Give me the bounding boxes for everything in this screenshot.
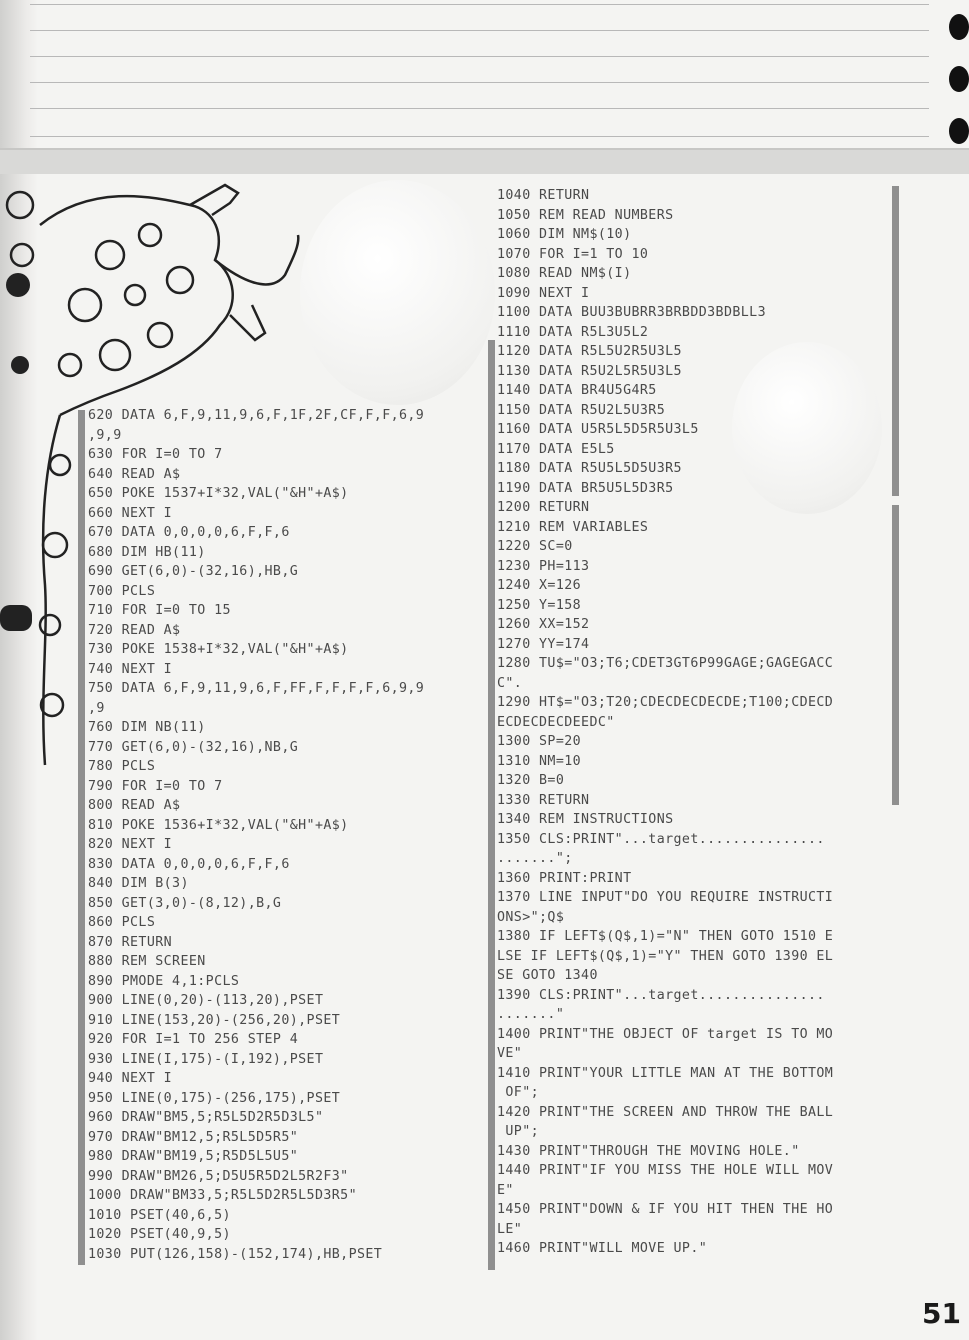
music-staff-header [0, 0, 969, 150]
code-line: 1150 DATA R5U2L5U3R5 [497, 402, 666, 418]
code-line: 770 GET(6,0)-(32,16),NB,G [88, 739, 299, 755]
code-line: 1000 DRAW"BM33,5;R5L5D2R5L5D3R5" [88, 1188, 357, 1203]
page-number: 51 [922, 1297, 961, 1330]
margin-bar-left [78, 410, 85, 1265]
binder-hole-icon [949, 118, 969, 144]
code-line: 840 DIM B(3) [88, 876, 189, 891]
code-line: 1280 TU$="O3;T6;CDET3GT6P99GAGE;GAGEGACC [497, 656, 834, 671]
code-line: 620 DATA 6,F,9,11,9,6,F,1F,2F,CF,F,F,6,9 [88, 408, 425, 423]
code-line: 1260 XX=152 [497, 617, 590, 632]
code-line: 910 LINE(153,20)-(256,20),PSET [88, 1012, 341, 1028]
code-line: 990 DRAW"BM26,5;D5U5R5D2L5R2F3" [88, 1168, 349, 1184]
code-line: 670 DATA 0,0,0,0,6,F,F,6 [88, 525, 290, 540]
code-line: 980 DRAW"BM19,5;R5D5L5U5" [88, 1149, 299, 1164]
code-line: 1410 PRINT"YOUR LITTLE MAN AT THE BOTTOM [497, 1065, 834, 1081]
code-line: 660 NEXT I [88, 505, 173, 521]
code-line: 790 FOR I=0 TO 7 [88, 778, 223, 794]
code-line: 820 NEXT I [88, 837, 173, 852]
code-line: 1010 PSET(40,6,5) [88, 1207, 231, 1223]
code-line: 640 READ A$ [88, 466, 181, 482]
code-line: OF"; [497, 1085, 540, 1100]
code-line: 680 DIM HB(11) [88, 544, 206, 560]
code-line: SE GOTO 1340 [497, 968, 598, 983]
code-line: ECDECDECDEEDC" [497, 714, 615, 730]
code-line: 630 FOR I=0 TO 7 [88, 447, 223, 462]
margin-bar-outer-top [892, 186, 899, 496]
code-line: 760 DIM NB(11) [88, 720, 206, 735]
code-line: 1130 DATA R5U2L5R5U3L5 [497, 363, 682, 379]
binder-hole-icon [949, 14, 969, 40]
code-line: 1030 PUT(126,158)-(152,174),HB,PSET [88, 1246, 383, 1262]
code-line: 1380 IF LEFT$(Q$,1)="N" THEN GOTO 1510 E [497, 929, 834, 944]
code-line: ONS>";Q$ [497, 909, 565, 925]
code-line: 1350 CLS:PRINT"...target............... [497, 831, 825, 847]
code-line: 900 LINE(0,20)-(113,20),PSET [88, 993, 324, 1008]
code-line: 860 PCLS [88, 915, 156, 930]
code-listing-right [497, 186, 889, 1259]
code-line: 1460 PRINT"WILL MOVE UP." [497, 1241, 708, 1256]
code-line: 1040 RETURN [497, 188, 590, 203]
code-line: 1100 DATA BUU3BUBRR3BRBDD3BDBLL3 [497, 305, 766, 320]
code-line: 1310 NM=10 [497, 753, 582, 769]
code-line: 740 NEXT I [88, 661, 173, 677]
code-line: 1360 PRINT:PRINT [497, 870, 632, 886]
code-line: 940 NEXT I [88, 1071, 173, 1086]
code-line: 1340 REM INSTRUCTIONS [497, 812, 674, 827]
code-line: 1050 REM READ NUMBERS [497, 207, 674, 223]
code-line: 1290 HT$="O3;T20;CDECDECDECDE;T100;CDECD [497, 695, 834, 710]
code-line: C". [497, 675, 523, 691]
code-line: 870 RETURN [88, 934, 173, 950]
code-line: 1180 DATA R5U5L5D5U3R5 [497, 461, 682, 476]
code-line: 700 PCLS [88, 583, 156, 599]
code-line: 880 REM SCREEN [88, 954, 206, 969]
code-line: 1330 RETURN [497, 792, 590, 808]
code-line: 890 PMODE 4,1:PCLS [88, 973, 240, 989]
code-line: 1450 PRINT"DOWN & IF YOU HIT THEN THE HO [497, 1202, 834, 1217]
code-listing-left [88, 406, 480, 1264]
code-line: 1210 REM VARIABLES [497, 519, 649, 535]
code-line: 960 DRAW"BM5,5;R5L5D2R5D3L5" [88, 1110, 324, 1125]
code-line: 1160 DATA U5R5L5D5R5U3L5 [497, 422, 699, 437]
code-line: 1440 PRINT"IF YOU MISS THE HOLE WILL MOV [497, 1163, 834, 1178]
code-line: 650 POKE 1537+I*32,VAL("&H"+A$) [88, 486, 349, 501]
code-line: 1080 READ NM$(I) [497, 266, 632, 281]
code-line: 1420 PRINT"THE SCREEN AND THROW THE BALL [497, 1104, 834, 1120]
code-line: 1170 DATA E5L5 [497, 441, 615, 457]
code-line: ,9,9 [88, 427, 122, 443]
code-line: 1140 DATA BR4U5G4R5 [497, 383, 657, 398]
code-line: E" [497, 1182, 514, 1198]
code-line: 1020 PSET(40,9,5) [88, 1227, 231, 1242]
code-line: 1090 NEXT I [497, 285, 590, 301]
code-line: 1390 CLS:PRINT"...target............... [497, 987, 825, 1003]
code-line: UP"; [497, 1124, 540, 1139]
code-line: 720 READ A$ [88, 622, 181, 638]
code-line: 1220 SC=0 [497, 539, 573, 554]
code-line: 830 DATA 0,0,0,0,6,F,F,6 [88, 856, 290, 872]
balloon-icon [300, 180, 495, 405]
code-line: 690 GET(6,0)-(32,16),HB,G [88, 564, 299, 579]
code-line: 780 PCLS [88, 759, 156, 774]
code-line: 930 LINE(I,175)-(I,192),PSET [88, 1051, 324, 1067]
code-line: 1200 RETURN [497, 500, 590, 515]
code-line: 710 FOR I=0 TO 15 [88, 603, 231, 618]
code-line: 1430 PRINT"THROUGH THE MOVING HOLE." [497, 1143, 800, 1159]
code-line: 1110 DATA R5L3U5L2 [497, 324, 649, 340]
margin-bar-outer-bottom [892, 505, 899, 805]
code-line: 970 DRAW"BM12,5;R5L5D5R5" [88, 1129, 299, 1145]
code-line: 1270 YY=174 [497, 636, 590, 652]
margin-bar-right [488, 340, 495, 1270]
code-line: 1190 DATA BR5U5L5D3R5 [497, 480, 674, 496]
code-line: 1230 PH=113 [497, 558, 590, 574]
code-line: 1400 PRINT"THE OBJECT OF target IS TO MO [497, 1026, 834, 1042]
code-line: LSE IF LEFT$(Q$,1)="Y" THEN GOTO 1390 EL [497, 948, 834, 964]
binder-hole-icon [949, 66, 969, 92]
code-line: VE" [497, 1046, 523, 1061]
code-line: 1250 Y=158 [497, 597, 582, 613]
code-line: 810 POKE 1536+I*32,VAL("&H"+A$) [88, 817, 349, 833]
code-line: 1300 SP=20 [497, 734, 582, 749]
code-line: ,9 [88, 700, 105, 716]
code-line: 730 POKE 1538+I*32,VAL("&H"+A$) [88, 642, 349, 657]
code-line: ......."; [497, 851, 573, 866]
code-line: 1240 X=126 [497, 578, 582, 593]
code-line: 1370 LINE INPUT"DO YOU REQUIRE INSTRUCTI [497, 890, 834, 905]
code-line: 850 GET(3,0)-(8,12),B,G [88, 895, 282, 911]
code-line: 750 DATA 6,F,9,11,9,6,F,FF,F,F,F,F,6,9,9 [88, 681, 425, 696]
code-line: 950 LINE(0,175)-(256,175),PSET [88, 1090, 341, 1106]
code-line: LE" [497, 1221, 523, 1237]
code-line: 1060 DIM NM$(10) [497, 227, 632, 242]
code-line: 1070 FOR I=1 TO 10 [497, 246, 649, 262]
code-line: 1320 B=0 [497, 773, 565, 788]
code-line: 1120 DATA R5L5U2R5U3L5 [497, 344, 682, 359]
code-line: ......." [497, 1007, 565, 1022]
code-line: 920 FOR I=1 TO 256 STEP 4 [88, 1032, 299, 1047]
code-line: 800 READ A$ [88, 798, 181, 813]
